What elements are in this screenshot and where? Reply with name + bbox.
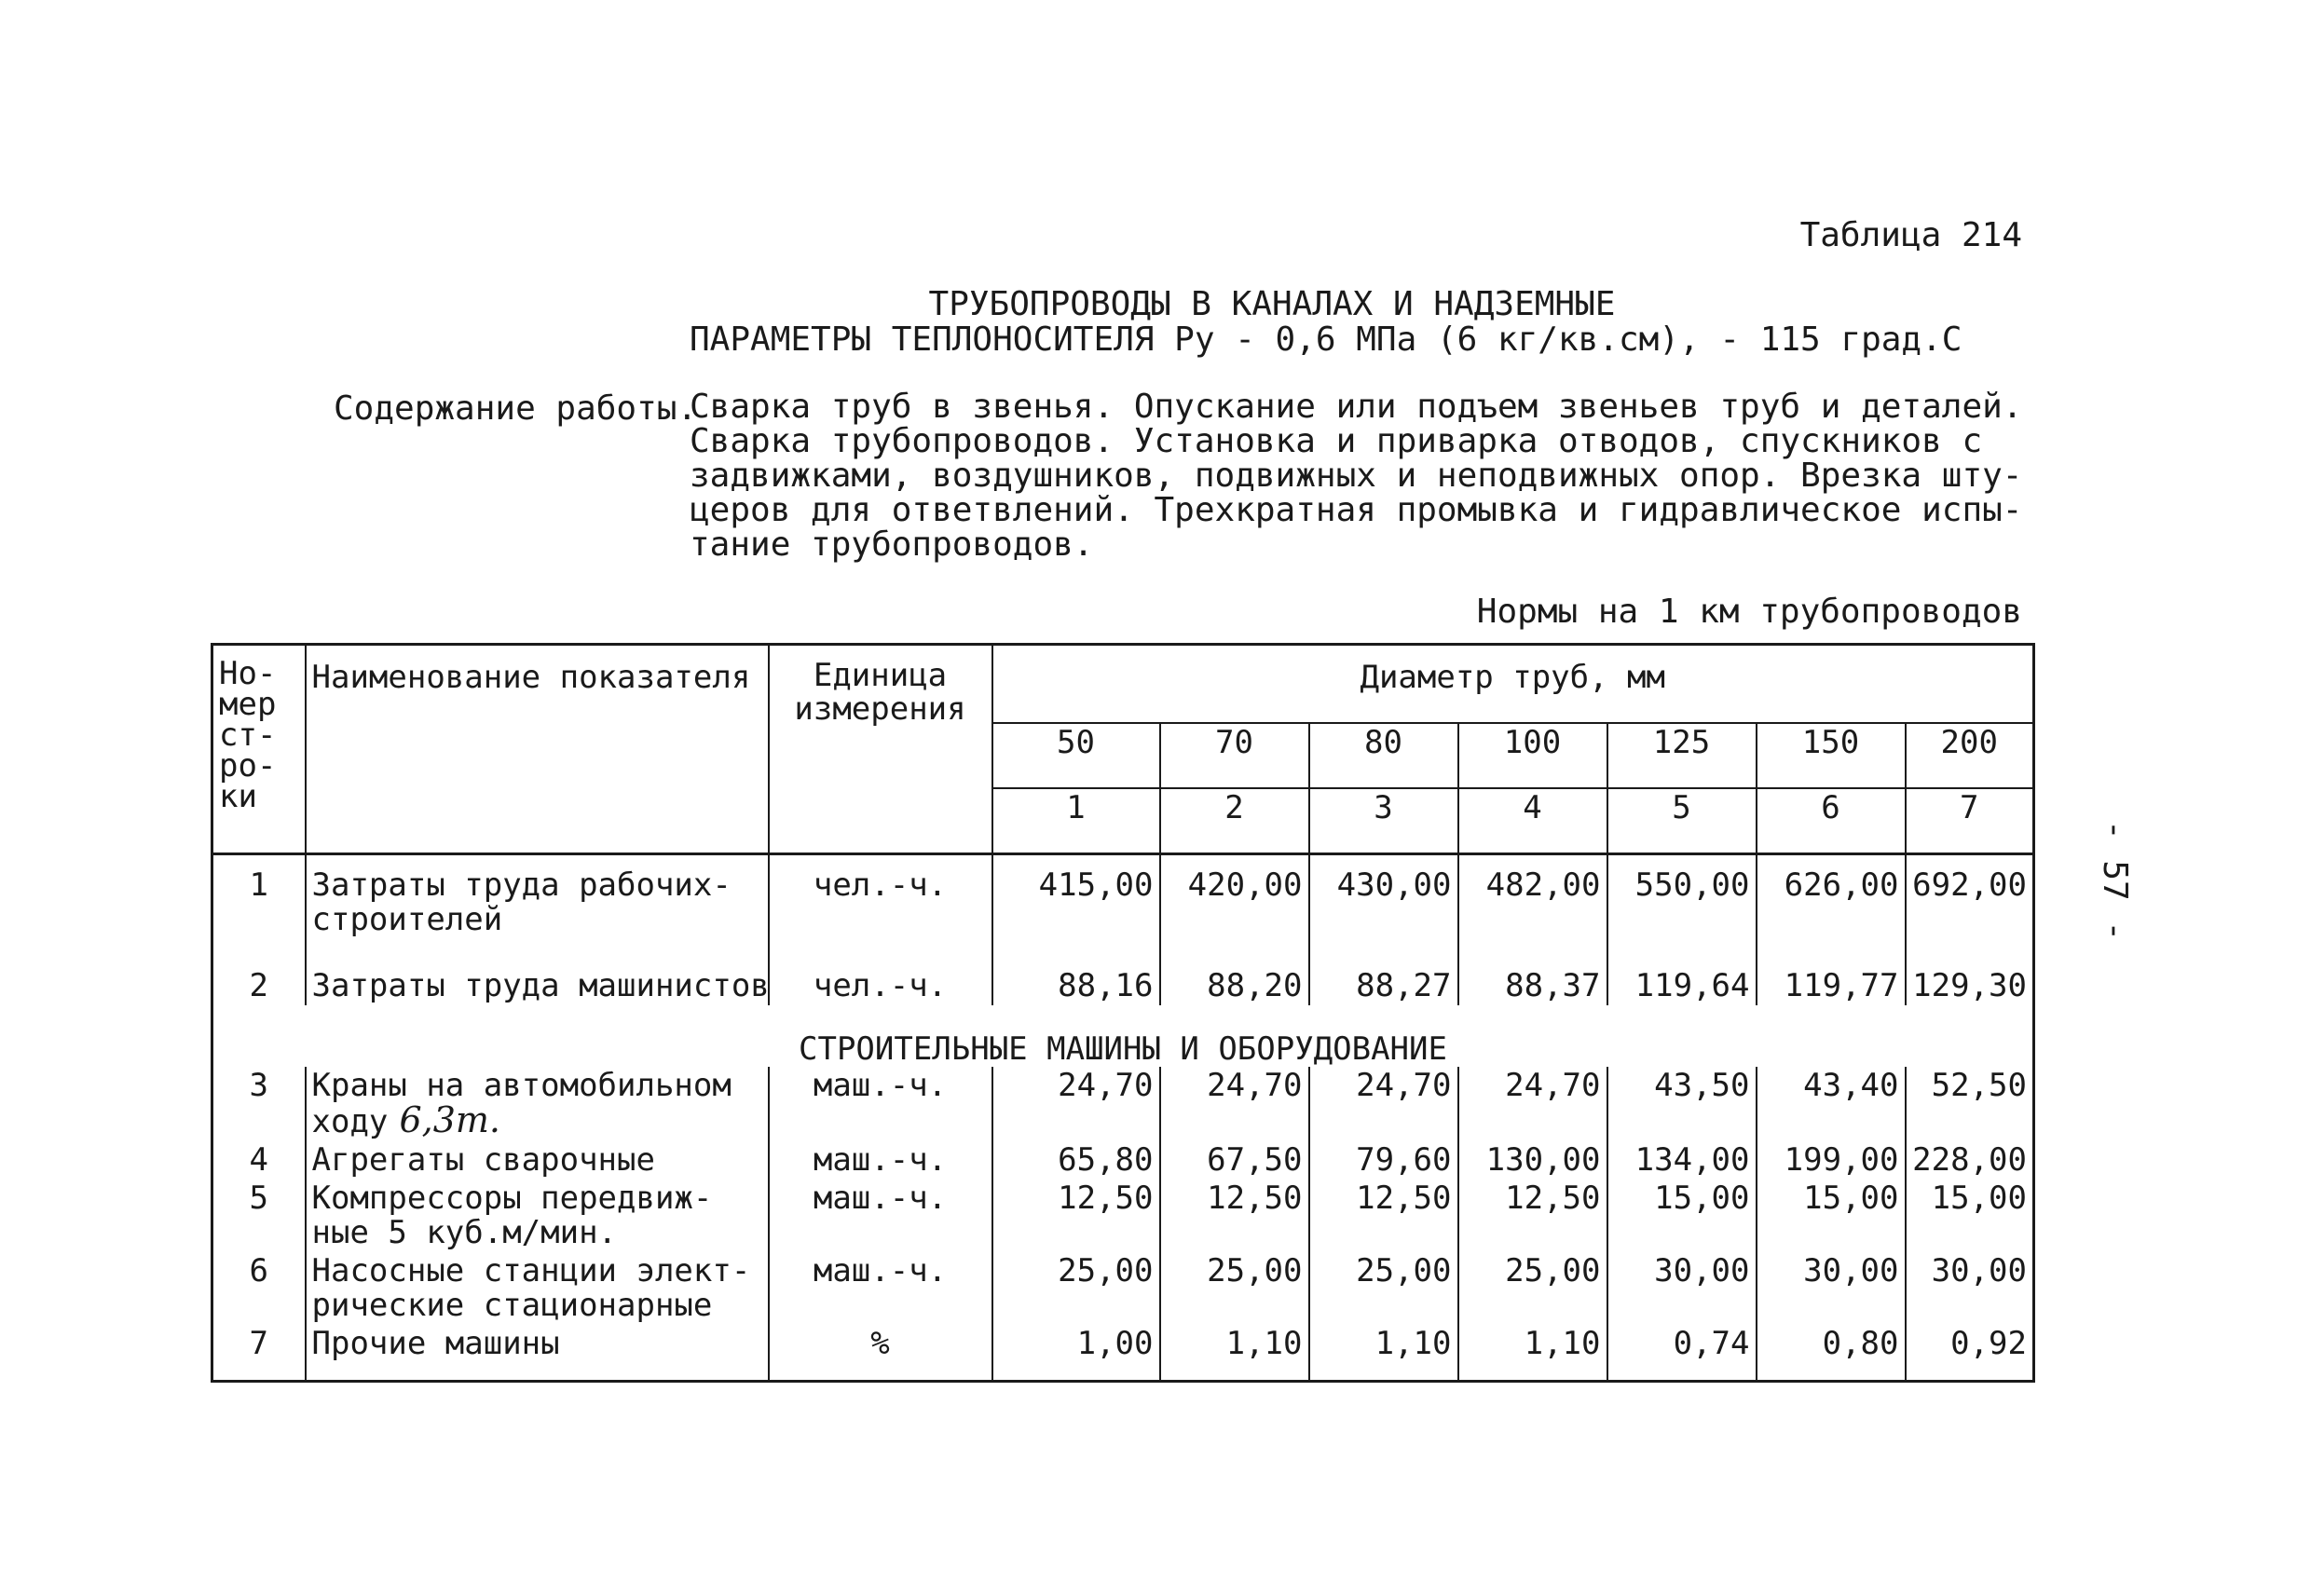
value-cell: 52,50 — [1906, 1067, 2034, 1141]
title-line-1: ТРУБОПРОВОДЫ В КАНАЛАХ И НАДЗЕМНЫЕ — [928, 285, 1616, 323]
header-unit: Единица измерения — [769, 645, 992, 854]
indicator-name — [306, 967, 769, 1005]
table-row — [212, 1141, 2034, 1180]
title-line-2: ПАРАМЕТРЫ ТЕПЛОНОСИТЕЛЯ Ру - 0,6 МПа (6 кг/кв.см), - 115 град.С — [690, 321, 1962, 359]
row-number: 5 — [212, 1180, 306, 1252]
spacer-cell — [212, 939, 306, 967]
spacer-cell — [1757, 939, 1906, 967]
column-number-1: 1 — [992, 788, 1160, 854]
value-cell: 130,00 — [1458, 1141, 1607, 1180]
indicator-name — [306, 1325, 769, 1382]
value-cell: 88,27 — [1309, 967, 1458, 1005]
content-text: Сварка труб в звенья. Опускание или подъем звеньев труб и деталей. Сварка трубопроводов. Установка и приварка отводов, спускников с задвижками, воздушников, подвижных и неподвижных опор. Врезка шту- церов для ответвлений. Трехкратная промывка и гидравлическое испы- тание трубопроводов. — [690, 388, 2023, 564]
spacer-cell — [1607, 939, 1757, 967]
value-cell: 119,77 — [1757, 967, 1906, 1005]
column-number-2: 2 — [1160, 788, 1309, 854]
table-row — [212, 1325, 2034, 1382]
value-cell: 228,00 — [1906, 1141, 2034, 1180]
value-cell: 30,00 — [1607, 1252, 1757, 1325]
column-number-7: 7 — [1906, 788, 2034, 854]
value-cell: 12,50 — [1160, 1180, 1309, 1252]
diameter-50: 50 — [992, 723, 1160, 788]
value-cell: 0,74 — [1607, 1325, 1757, 1382]
indicator-name — [306, 1252, 769, 1325]
indicator-name — [306, 1141, 769, 1180]
value-cell: 1,00 — [992, 1325, 1160, 1382]
unit: % — [769, 1325, 992, 1382]
value-cell: 1,10 — [1160, 1325, 1309, 1382]
value-cell: 43,40 — [1757, 1067, 1906, 1141]
table-row — [212, 1252, 2034, 1325]
value-cell: 30,00 — [1906, 1252, 2034, 1325]
row-number: 2 — [212, 967, 306, 1005]
handwritten-note: 6,3т. — [388, 1099, 501, 1140]
value-cell: 24,70 — [1160, 1067, 1309, 1141]
value-cell: 15,00 — [1757, 1180, 1906, 1252]
table-number: Таблица 214 — [1799, 216, 2022, 254]
header-row-number: Но- мер ст- ро- ки — [212, 645, 306, 854]
table-row — [212, 1067, 2034, 1141]
indicator-name-text: Компрессоры передвиж- ные 5 куб.м/мин. — [311, 1180, 713, 1251]
indicator-name-text: Затраты труда рабочих- строителей — [311, 866, 732, 938]
value-cell: 24,70 — [1458, 1067, 1607, 1141]
spacer-cell — [1160, 939, 1309, 967]
page-number: - 57 - — [2096, 820, 2134, 942]
diameter-70: 70 — [1160, 723, 1309, 788]
value-cell: 1,10 — [1458, 1325, 1607, 1382]
value-cell: 12,50 — [1309, 1180, 1458, 1252]
spacer-cell — [1458, 939, 1607, 967]
value-cell: 415,00 — [992, 854, 1160, 940]
diameter-150: 150 — [1757, 723, 1906, 788]
table-row — [212, 967, 2034, 1005]
diameter-100: 100 — [1458, 723, 1607, 788]
column-number-6: 6 — [1757, 788, 1906, 854]
spacer-row — [212, 939, 2034, 967]
value-cell: 79,60 — [1309, 1141, 1458, 1180]
indicator-name-text: Затраты труда машинистов — [311, 967, 770, 1004]
value-cell: 12,50 — [992, 1180, 1160, 1252]
row-number: 1 — [212, 854, 306, 940]
indicator-name-text: Насосные станции элект- рические стационарные — [311, 1252, 751, 1324]
norms-table — [211, 643, 2035, 1383]
spacer-cell — [306, 939, 769, 967]
spacer-cell — [1309, 939, 1458, 967]
value-cell: 134,00 — [1607, 1141, 1757, 1180]
unit: маш.-ч. — [769, 1252, 992, 1325]
spacer-cell — [992, 939, 1160, 967]
value-cell: 88,20 — [1160, 967, 1309, 1005]
indicator-name-text: Прочие машины — [311, 1325, 560, 1362]
spacer-cell — [1906, 939, 2034, 967]
value-cell: 15,00 — [1906, 1180, 2034, 1252]
unit: чел.-ч. — [769, 967, 992, 1005]
value-cell: 15,00 — [1607, 1180, 1757, 1252]
diameter-80: 80 — [1309, 723, 1458, 788]
value-cell: 0,92 — [1906, 1325, 2034, 1382]
value-cell: 199,00 — [1757, 1141, 1906, 1180]
row-number: 6 — [212, 1252, 306, 1325]
value-cell: 129,30 — [1906, 967, 2034, 1005]
section-row — [212, 1005, 2034, 1067]
indicator-name-text: Агрегаты сварочные — [311, 1141, 655, 1179]
value-cell: 1,10 — [1309, 1325, 1458, 1382]
section-title: СТРОИТЕЛЬНЫЕ МАШИНЫ И ОБОРУДОВАНИЕ — [799, 1030, 1447, 1068]
value-cell: 119,64 — [1607, 967, 1757, 1005]
value-cell: 0,80 — [1757, 1325, 1906, 1382]
header-diameter: Диаметр труб, мм — [992, 645, 2034, 724]
value-cell: 550,00 — [1607, 854, 1757, 940]
value-cell: 25,00 — [1458, 1252, 1607, 1325]
value-cell: 67,50 — [1160, 1141, 1309, 1180]
unit: маш.-ч. — [769, 1067, 992, 1141]
indicator-name — [306, 1067, 769, 1141]
column-number-5: 5 — [1607, 788, 1757, 854]
table-row — [212, 1180, 2034, 1252]
value-cell: 430,00 — [1309, 854, 1458, 940]
diameter-200: 200 — [1906, 723, 2034, 788]
value-cell: 88,16 — [992, 967, 1160, 1005]
indicator-name — [306, 854, 769, 940]
table-body — [212, 854, 2034, 1382]
row-number: 3 — [212, 1067, 306, 1141]
value-cell: 88,37 — [1458, 967, 1607, 1005]
value-cell: 482,00 — [1458, 854, 1607, 940]
indicator-name — [306, 1180, 769, 1252]
spacer-cell — [769, 939, 992, 967]
diameter-125: 125 — [1607, 723, 1757, 788]
value-cell: 25,00 — [1309, 1252, 1458, 1325]
indicator-name-text: Краны на автомобильном ходу — [311, 1067, 732, 1140]
value-cell: 25,00 — [992, 1252, 1160, 1325]
unit: маш.-ч. — [769, 1180, 992, 1252]
norms-note: Нормы на 1 км трубопроводов — [1476, 593, 2022, 631]
table-row — [212, 854, 2034, 940]
value-cell: 43,50 — [1607, 1067, 1757, 1141]
value-cell: 692,00 — [1906, 854, 2034, 940]
row-number: 4 — [212, 1141, 306, 1180]
value-cell: 30,00 — [1757, 1252, 1906, 1325]
value-cell: 12,50 — [1458, 1180, 1607, 1252]
value-cell: 25,00 — [1160, 1252, 1309, 1325]
value-cell: 24,70 — [1309, 1067, 1458, 1141]
unit: чел.-ч. — [769, 854, 992, 940]
value-cell: 626,00 — [1757, 854, 1906, 940]
unit: маш.-ч. — [769, 1141, 992, 1180]
value-cell: 24,70 — [992, 1067, 1160, 1141]
column-number-4: 4 — [1458, 788, 1607, 854]
value-cell: 420,00 — [1160, 854, 1309, 940]
value-cell: 65,80 — [992, 1141, 1160, 1180]
content-label: Содержание работы. — [334, 389, 698, 428]
header-indicator: Наименование показателя — [306, 645, 769, 854]
column-number-3: 3 — [1309, 788, 1458, 854]
row-number: 7 — [212, 1325, 306, 1382]
